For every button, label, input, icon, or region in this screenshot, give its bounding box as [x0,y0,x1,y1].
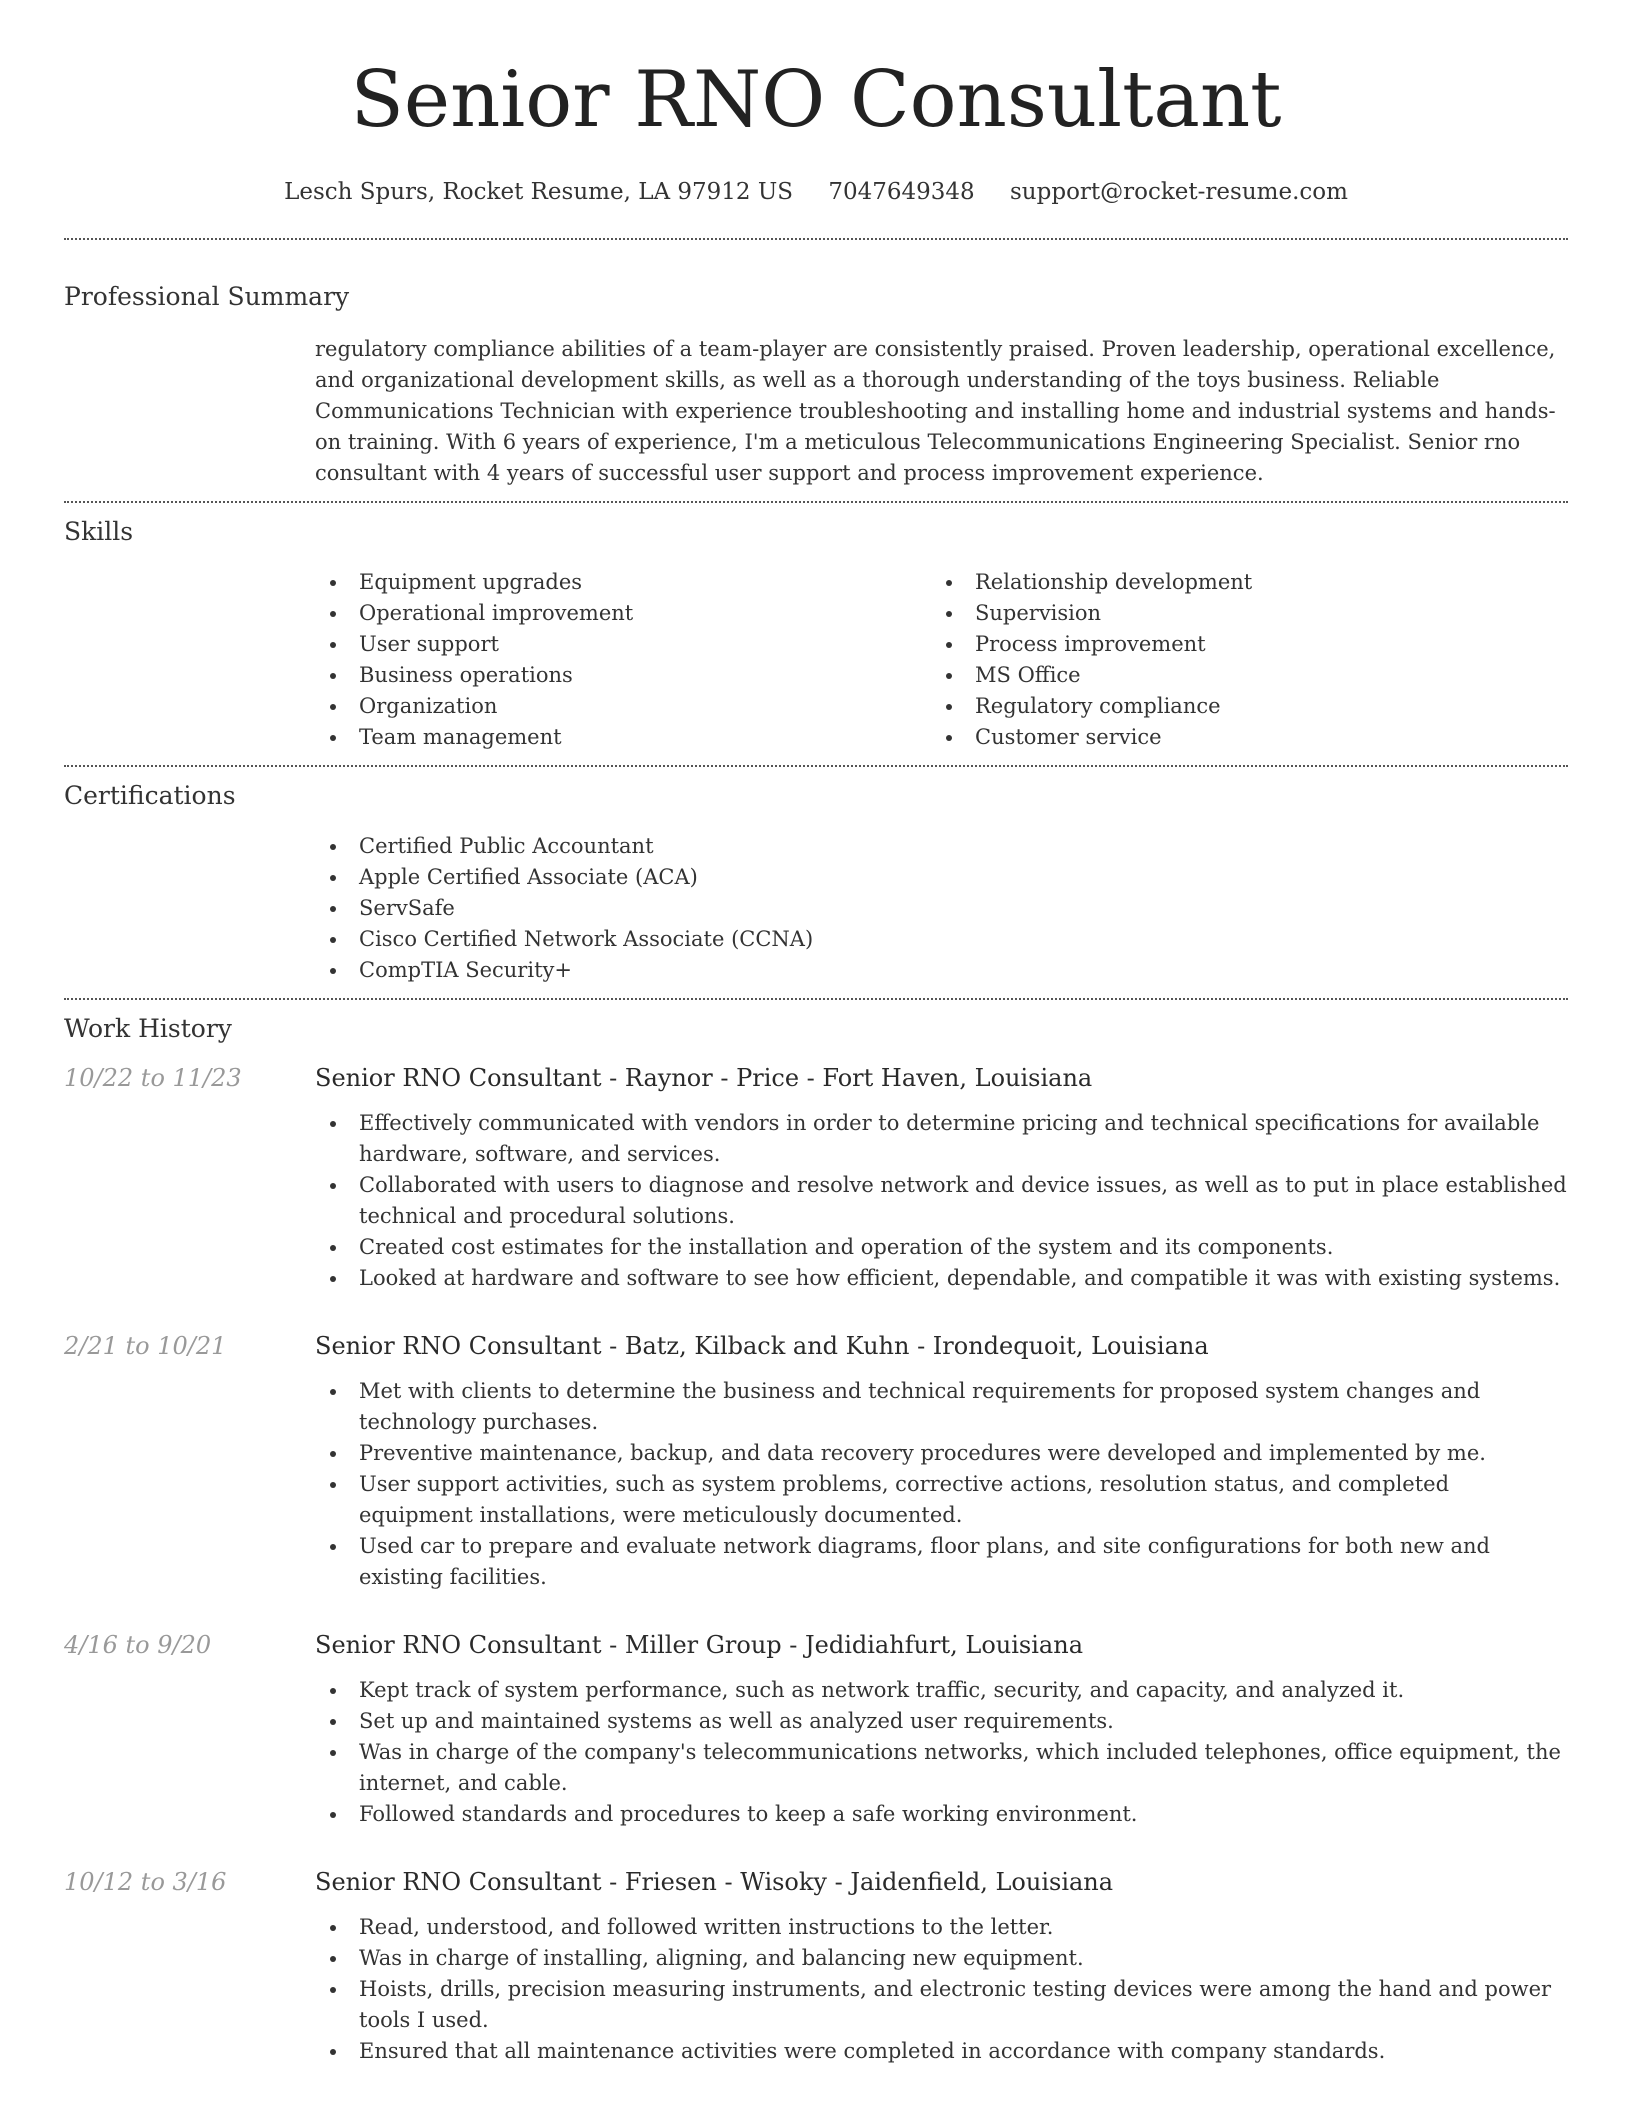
job-details [315,1866,1568,2087]
job-details [315,1062,1568,1314]
certifications-body [315,831,1568,998]
skills-section [64,503,1568,765]
skills-title: Skills [64,517,134,546]
job-entry [64,1062,1568,1314]
skill-item: Team management [315,722,931,753]
job-bullet: Followed standards and procedures to keep a safe working environment. [315,1799,1568,1830]
work-history-title: Work History [64,1014,232,1043]
skill-item: Regulatory compliance [931,691,1547,722]
job-bullet: Read, understood, and followed written instructions to the letter. [315,1912,1568,1943]
skill-item: MS Office [931,660,1547,691]
job-bullet: User support activities, such as system problems, corrective actions, resolution status, and completed equipment installations, were meticulously documented. [315,1469,1568,1531]
skill-item: Operational improvement [315,598,931,629]
job-bullet: Preventive maintenance, backup, and data recovery procedures were developed and implemented by me. [315,1438,1568,1469]
job-bullet: Ensured that all maintenance activities were completed in accordance with company standards. [315,2036,1568,2067]
job-bullet: Looked at hardware and software to see how efficient, dependable, and compatible it was with existing systems. [315,1263,1568,1294]
contact-info [64,176,1568,208]
skills-columns [315,567,1568,765]
job-bullet: Met with clients to determine the business and technical requirements for proposed system changes and technology purchases. [315,1376,1568,1438]
skill-item: User support [315,629,931,660]
job-bullet: Was in charge of installing, aligning, and balancing new equipment. [315,1943,1568,1974]
resume-header [64,0,1568,208]
job-bullet: Kept track of system performance, such as network traffic, security, and capacity, and analyzed it. [315,1675,1568,1706]
job-bullet: Was in charge of the company's telecommunications networks, which included telephones, office equipment, the internet, and cable. [315,1737,1568,1799]
summary-section [64,280,1568,501]
job-date: 2/21 to 10/21 [64,1332,227,1360]
job-title: Senior RNO Consultant - Raynor - Price - Fort Haven, Louisiana [315,1064,1093,1092]
summary-title: Professional Summary [64,282,350,311]
work-history-section [64,1000,1568,2087]
skill-item: Business operations [315,660,931,691]
job-date: 10/12 to 3/16 [64,1868,227,1896]
job-bullet-list [315,1108,1568,1314]
job-entry [64,1866,1568,2087]
certification-item: Apple Certified Associate (ACA) [315,862,1568,893]
skill-item: Equipment upgrades [315,567,931,598]
skill-item: Supervision [931,598,1547,629]
job-bullet-list [315,1675,1568,1850]
job-entry [64,1629,1568,1850]
skill-item: Organization [315,691,931,722]
contact-email: support@rocket-resume.com [1010,179,1348,205]
certifications-section [64,767,1568,998]
job-title: Senior RNO Consultant - Miller Group - Jedidiahfurt, Louisiana [315,1631,1083,1659]
job-bullet: Created cost estimates for the installation and operation of the system and its components. [315,1232,1568,1263]
header-divider [64,238,1568,240]
job-entry [64,1330,1568,1613]
job-bullet: Collaborated with users to diagnose and resolve network and device issues, as well as to put in place established technical and procedural solutions. [315,1170,1568,1232]
job-bullet: Set up and maintained systems as well as analyzed user requirements. [315,1706,1568,1737]
job-title: Senior RNO Consultant - Friesen - Wisoky - Jaidenfield, Louisiana [315,1868,1114,1896]
certification-item: Certified Public Accountant [315,831,1568,862]
certification-item: ServSafe [315,893,1568,924]
contact-phone: 7047649348 [828,179,975,205]
job-date: 10/22 to 11/23 [64,1064,242,1092]
job-bullet-list [315,1912,1568,2087]
skill-item: Relationship development [931,567,1547,598]
skills-list-right [931,567,1547,753]
job-title: Senior RNO Consultant - Batz, Kilback and Kuhn - Irondequoit, Louisiana [315,1332,1209,1360]
job-bullet: Used car to prepare and evaluate network diagrams, floor plans, and site configurations for both new and existing facilities. [315,1531,1568,1593]
candidate-name: Senior RNO Consultant [350,55,1282,145]
job-details [315,1330,1568,1613]
contact-address: Lesch Spurs, Rocket Resume, LA 97912 US [284,179,794,205]
job-details [315,1629,1568,1850]
job-date: 4/16 to 9/20 [64,1631,212,1659]
certifications-title: Certifications [64,781,236,810]
certifications-list [315,831,1568,986]
summary-text: regulatory compliance abilities of a team-player are consistently praised. Proven leadership, operational excellence, and organizational development skills, as well as a thorough understanding of the toys business. Reliable Communications Technician with experience troubleshooting and installing home and industrial systems and hands-on training. With 6 years of experience, I'm a meticulous Telecommunications Engineering Specialist. Senior rno consultant with 4 years of successful user support and process improvement experience. [315,337,1556,485]
skills-list-left [315,567,931,753]
skill-item: Process improvement [931,629,1547,660]
certification-item: Cisco Certified Network Associate (CCNA) [315,924,1568,955]
certification-item: CompTIA Security+ [315,955,1568,986]
job-bullet: Effectively communicated with vendors in order to determine pricing and technical specifications for available hardware, software, and services. [315,1108,1568,1170]
job-bullet: Hoists, drills, precision measuring instruments, and electronic testing devices were among the hand and power tools I used. [315,1974,1568,2036]
skill-item: Customer service [931,722,1547,753]
job-bullet-list [315,1376,1568,1613]
